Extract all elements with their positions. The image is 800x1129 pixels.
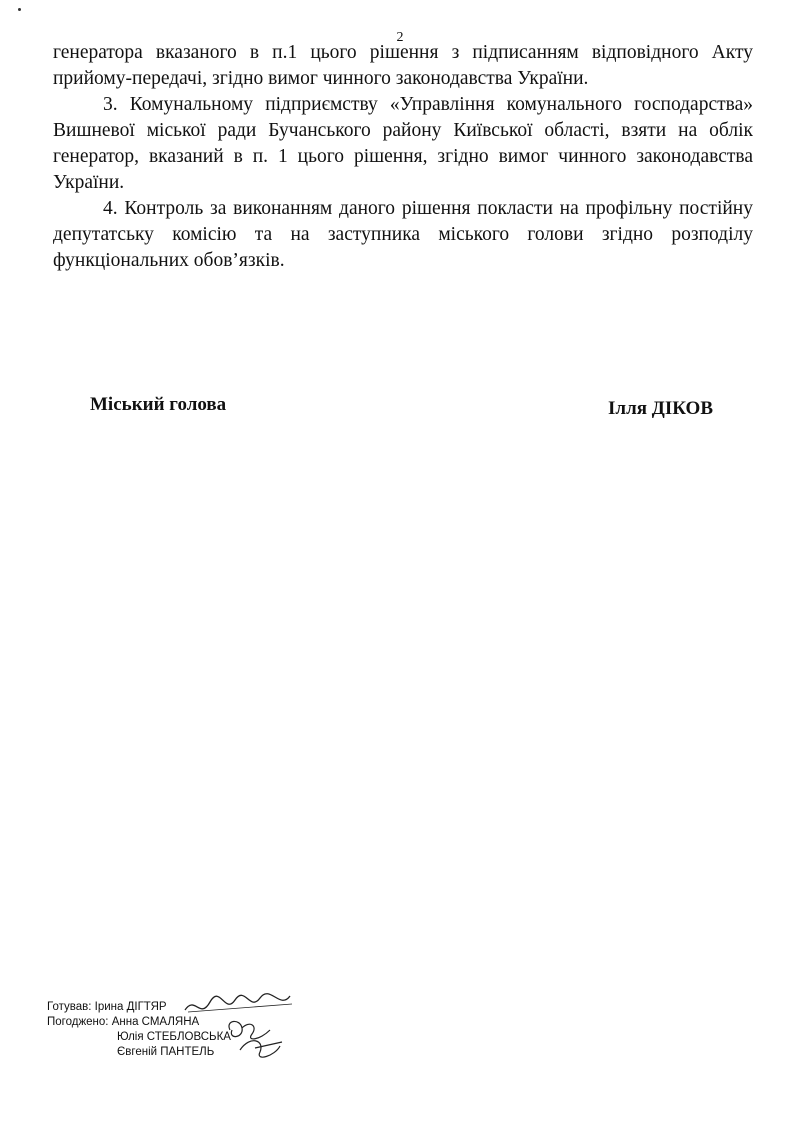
agreed-by-3: Євгеній ПАНТЕЛЬ bbox=[117, 1046, 215, 1058]
scan-dot bbox=[18, 8, 21, 11]
page-number: 2 bbox=[396, 30, 404, 45]
agreed-label: Погоджено: bbox=[47, 1016, 109, 1028]
signatory-title: Міський голова bbox=[90, 394, 227, 415]
signatory-name: Ілля ДІКОВ bbox=[608, 398, 713, 419]
paragraph-item-4: 4. Контроль за виконанням даного рішення покласти на профільну постійну депутатську комісію та на заступника міського голови згідно розподілу функціональних обов’язків. bbox=[53, 198, 753, 271]
paragraph-item-3: 3. Комунальному підприємству «Управління комунального господарства» Вишневої міської ради Бучанського району Київської області, взяти на облік генератор, вказаний в п. 1 цього рішення, згідно вимог чинного законодавства України. bbox=[53, 94, 753, 193]
agreed-by-2: Юлія СТЕБЛОВСЬКА bbox=[117, 1031, 231, 1043]
handwritten-signatures bbox=[180, 990, 300, 1070]
prepared-label: Готував: bbox=[47, 1001, 92, 1013]
prepared-by: Ірина ДІГТЯР bbox=[94, 1001, 167, 1013]
document-body bbox=[53, 40, 753, 274]
agreed-by-1: Анна СМАЛЯНА bbox=[111, 1016, 200, 1028]
paragraph-continuation: генератора вказаного в п.1 цього рішення з підписанням відповідного Акту прийому-передачі, згідно вимог чинного законодавства України. bbox=[53, 42, 753, 89]
